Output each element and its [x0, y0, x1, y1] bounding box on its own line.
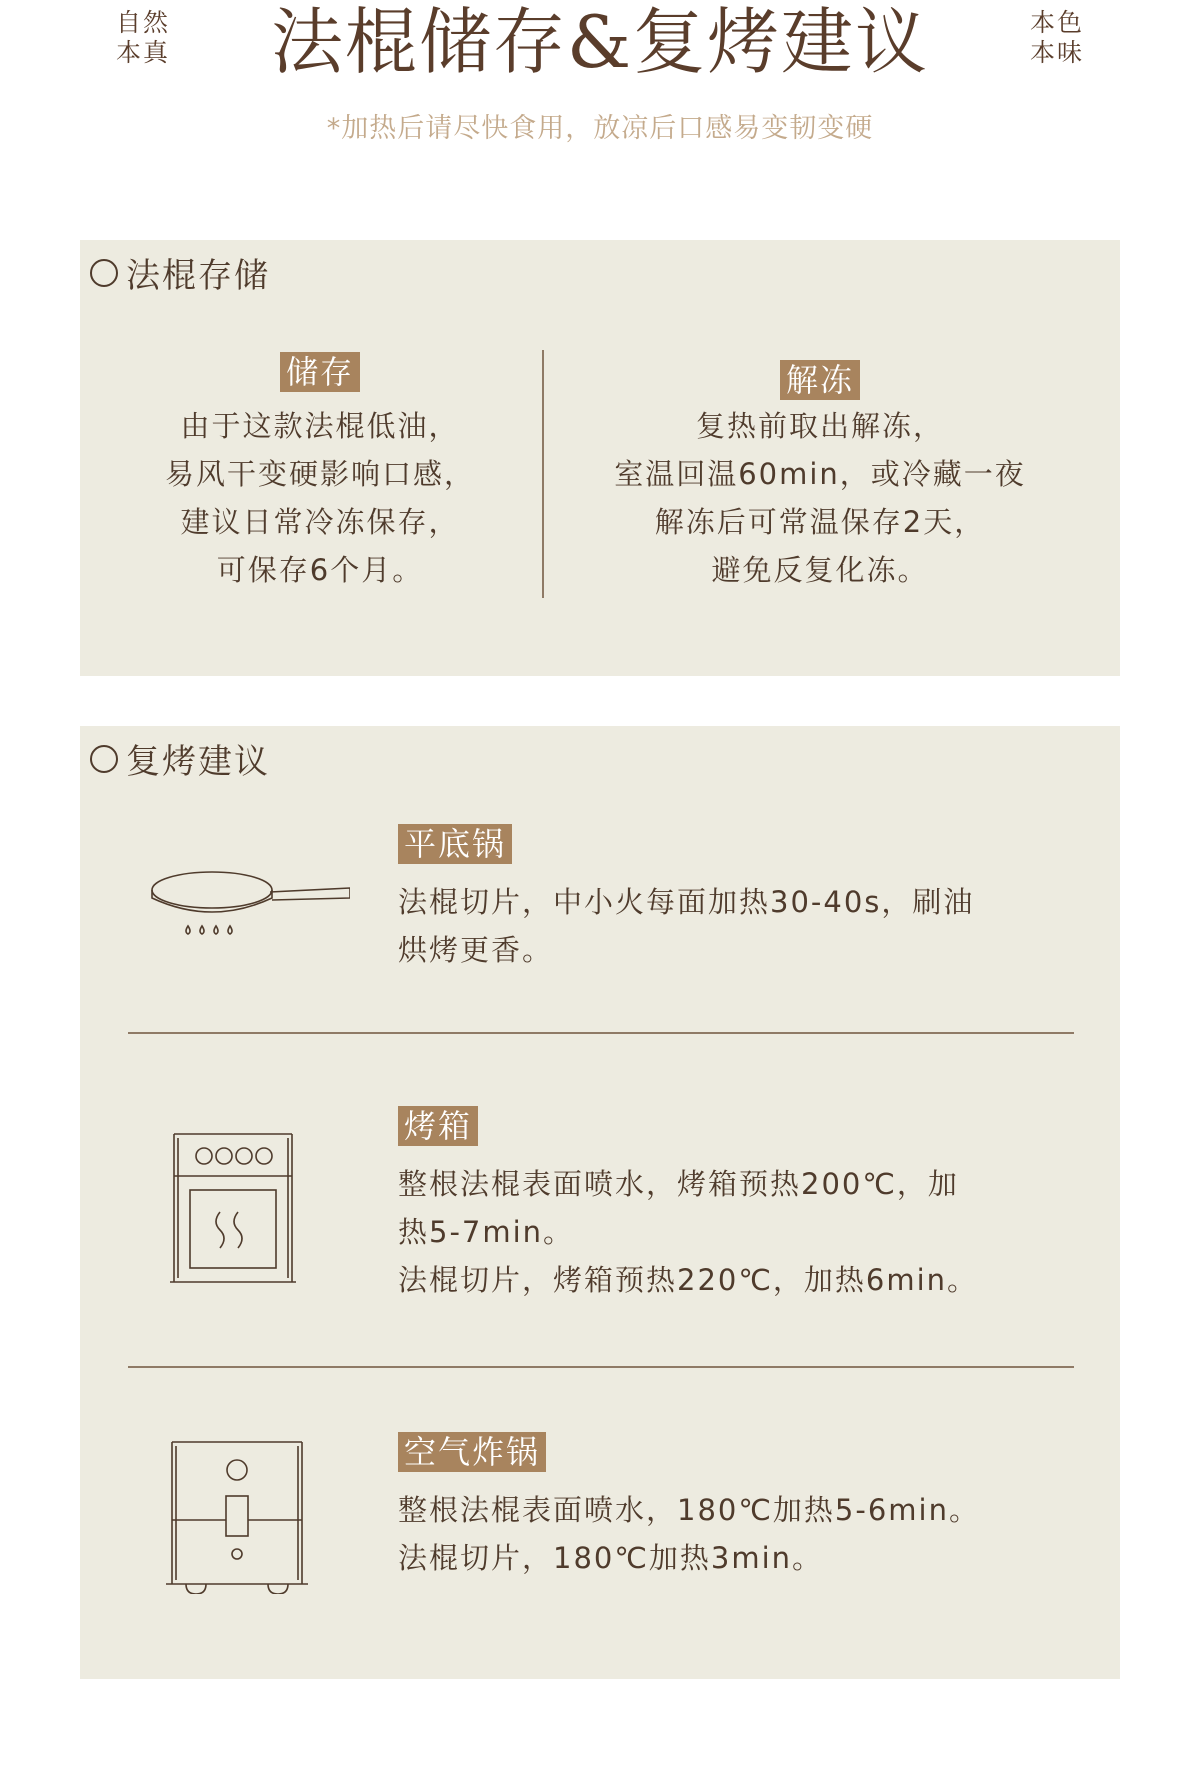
- pan-line-1: 法棍切片，中小火每面加热30-40s，刷油: [398, 885, 975, 919]
- reheat-heading-text: 复烤建议: [126, 742, 270, 782]
- air-fryer-line-2: 法棍切片，180℃加热3min。: [398, 1541, 824, 1575]
- storage-heading-text: 法棍存储: [126, 256, 270, 296]
- thaw-label-badge: 解冻: [780, 360, 860, 400]
- storage-label-badge: 储存: [280, 352, 360, 392]
- method-oven: [398, 1106, 1098, 1304]
- right-tag-line-2: 本味: [1030, 38, 1085, 67]
- air-fryer-line-1: 整根法棍表面喷水，180℃加热5-6min。: [398, 1493, 980, 1527]
- pan-label-badge: 平底锅: [398, 824, 512, 864]
- method-divider-2: [128, 1366, 1074, 1368]
- storage-panel: [80, 240, 1120, 676]
- right-tag-line-1: 本色: [1030, 8, 1085, 37]
- thaw-text: [550, 402, 1090, 594]
- oven-line-3: 法棍切片，烤箱预热220℃，加热6min。: [398, 1263, 979, 1297]
- subtitle: *加热后请尽快食用，放凉后口感易变韧变硬: [326, 113, 874, 144]
- circle-icon: [90, 259, 118, 287]
- reheat-heading: [90, 734, 270, 783]
- oven-icon: [168, 1132, 298, 1288]
- storage-line-1: 由于这款法棍低油，: [180, 409, 460, 443]
- method-divider-1: [128, 1032, 1074, 1034]
- column-divider: [542, 350, 544, 598]
- page-title: 法棍储存&复烤建议: [270, 0, 930, 84]
- left-tag: [116, 8, 170, 68]
- pan-line-2: 烘烤更香。: [398, 933, 554, 967]
- storage-line-2: 易风干变硬影响口感，: [164, 457, 475, 491]
- method-pan: [398, 824, 1098, 974]
- air-fryer-label-badge: 空气炸锅: [398, 1432, 546, 1472]
- storage-line-4: 可保存6个月。: [216, 553, 424, 587]
- oven-text: [398, 1160, 1098, 1304]
- circle-icon: [90, 745, 118, 773]
- frying-pan-icon: [150, 868, 350, 952]
- left-tag-line-1: 自然: [116, 8, 171, 37]
- thaw-line-3: 解冻后可常温保存2天，: [654, 505, 986, 539]
- method-air-fryer: [398, 1432, 1098, 1582]
- storage-text: [120, 402, 520, 594]
- reheat-panel: [80, 726, 1120, 1679]
- oven-label-badge: 烤箱: [398, 1106, 478, 1146]
- thaw-line-4: 避免反复化冻。: [711, 553, 929, 587]
- air-fryer-text: [398, 1486, 1098, 1582]
- storage-column: [120, 352, 520, 594]
- right-tag: [1030, 8, 1084, 68]
- air-fryer-icon: [164, 1440, 310, 1598]
- thaw-line-1: 复热前取出解冻，: [695, 409, 944, 443]
- pan-text: [398, 878, 1098, 974]
- storage-heading: [90, 248, 270, 297]
- thaw-line-2: 室温回温60min，或冷藏一夜: [614, 457, 1026, 491]
- oven-line-2: 热5-7min。: [398, 1215, 575, 1249]
- storage-line-3: 建议日常冷冻保存，: [180, 505, 460, 539]
- thaw-column: [550, 360, 1090, 594]
- oven-line-1: 整根法棍表面喷水，烤箱预热200℃，加: [398, 1167, 959, 1201]
- left-tag-line-2: 本真: [116, 38, 171, 67]
